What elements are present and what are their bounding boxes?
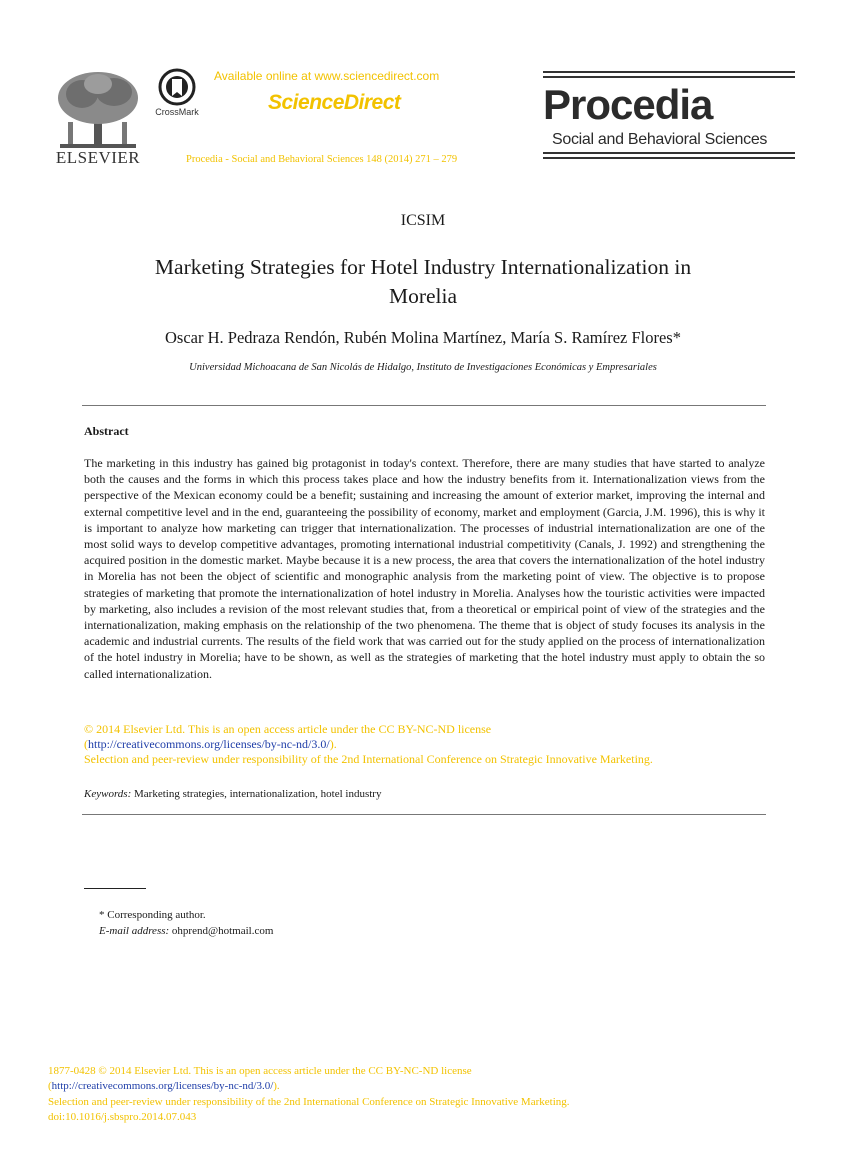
procedia-rule-bottom-2 [543,157,795,159]
license-line [84,737,765,752]
abstract-body: The marketing in this industry has gained big protagonist in today's context. Therefore, there are many studies that have started to analyze both the causes and the forms in which this process takes place and how the industry benefits from it. Internationalization views from the perspective of the Mexican economy could be a benefit; sustaining and increasing the amount of exterior market, improving the internal and external competitive level and in the end, guaranteeing the possibility of economy, market and employment (Garcia, J.M. 1996), this is why it is important to analyze how marketing can trigger that internationalization. The processes of industrial internationalization are one of the most solid ways to develop competitive advantages, promoting international industrial competitivity (Canals, J. 1992) and strengthening the acquired position in the domestic market. Maybe because it is a new process, the area that covers the internationalization of the hotel industry in Morelia has not been the object of scientific and monographic analysis from the marketing point of view. The objective is to propose strategies of marketing that promote the internationalization of hotel industry in Morelia. Analyses how the touristic activities were impacted by marketing, also includes a revision of the most relevant studies that, from a theoretical or empirical point of view of the strategies and the internationalization, making emphasis on the relationship of the two phenomena. The theme that is object of study focuses its analysis in the academic and industrial currents. The results of the field work that was carried out for the study applied on the process of internationalization of the hotel industry in Morelia; have to be shown, as well as the strategies of marketing that the hotel industry must apply to obtain the so called internationalization. [84,456,765,681]
divider-top [82,405,766,406]
corresponding-author-note: * Corresponding author. [99,909,206,921]
journal-title: Procedia [543,81,713,128]
divider-bottom [82,814,766,815]
journal-reference: Procedia - Social and Behavioral Sciences 148 (2014) 271 – 279 [186,154,458,165]
conference-name: ICSIM [400,212,446,229]
sciencedirect-logo: ScienceDirect [268,91,401,114]
author-list: Oscar H. Pedraza Rendón, Rubén Molina Martínez, María S. Ramírez Flores* [165,328,681,347]
paper-title-line-1: Marketing Strategies for Hotel Industry Internationalization in [154,255,692,279]
page-footer [48,1064,748,1125]
crossmark-icon [158,68,196,106]
footnote-rule [84,888,146,889]
footer-license-link[interactable]: http://creativecommons.org/licenses/by-nc-nd/3.0/ [51,1080,274,1093]
footer-license-paren-open: ( [48,1080,52,1093]
abstract-heading: Abstract [84,424,129,438]
footer-issn-line: 1877-0428 © 2014 Elsevier Ltd. This is an open access article under the CC BY-NC-ND license [48,1065,472,1077]
footer-peer-review: Selection and peer-review under responsibility of the 2nd International Conference on Strategic Innovative Marketing. [48,1095,570,1108]
paper-title [90,253,756,311]
procedia-rule-bottom [543,152,795,154]
paper-title-line-2: Morelia [388,284,458,308]
email-label: E-mail address: [99,925,170,937]
license-link[interactable]: http://creativecommons.org/licenses/by-nc-nd/3.0/ [88,737,330,751]
available-online-link[interactable]: Available online at www.sciencedirect.com [214,69,440,83]
journal-subtitle: Social and Behavioral Sciences [552,131,768,148]
elsevier-tree-logo [52,70,144,150]
license-paren-close: ). [329,737,337,751]
footer-license-paren-close: ). [273,1080,280,1093]
copyright-line: © 2014 Elsevier Ltd. This is an open access article under the CC BY-NC-ND license [84,722,492,736]
procedia-rule-top [543,71,795,73]
copyright-block [84,722,765,767]
keywords-label: Keywords: [84,788,132,800]
email-note [99,925,273,937]
keywords-text: Marketing strategies, internationalization, hotel industry [131,788,382,800]
peer-review-line: Selection and peer-review under responsibility of the 2nd International Conference on Strategic Innovative Marketing. [84,752,653,766]
license-paren-open: ( [84,737,88,751]
crossmark-label: CrossMark [155,107,199,117]
procedia-rule-top-2 [543,76,795,78]
footer-license-line [48,1079,748,1094]
elsevier-wordmark: ELSEVIER [55,148,141,167]
email-address[interactable]: ohprend@hotmail.com [169,925,274,937]
crossmark-badge[interactable] [152,68,202,117]
keywords [84,788,381,800]
affiliation: Universidad Michoacana de San Nicolás de Hidalgo, Instituto de Investigaciones Económicas y Empresariales [189,362,657,373]
footer-doi[interactable]: doi:10.1016/j.sbspro.2014.07.043 [48,1110,197,1123]
